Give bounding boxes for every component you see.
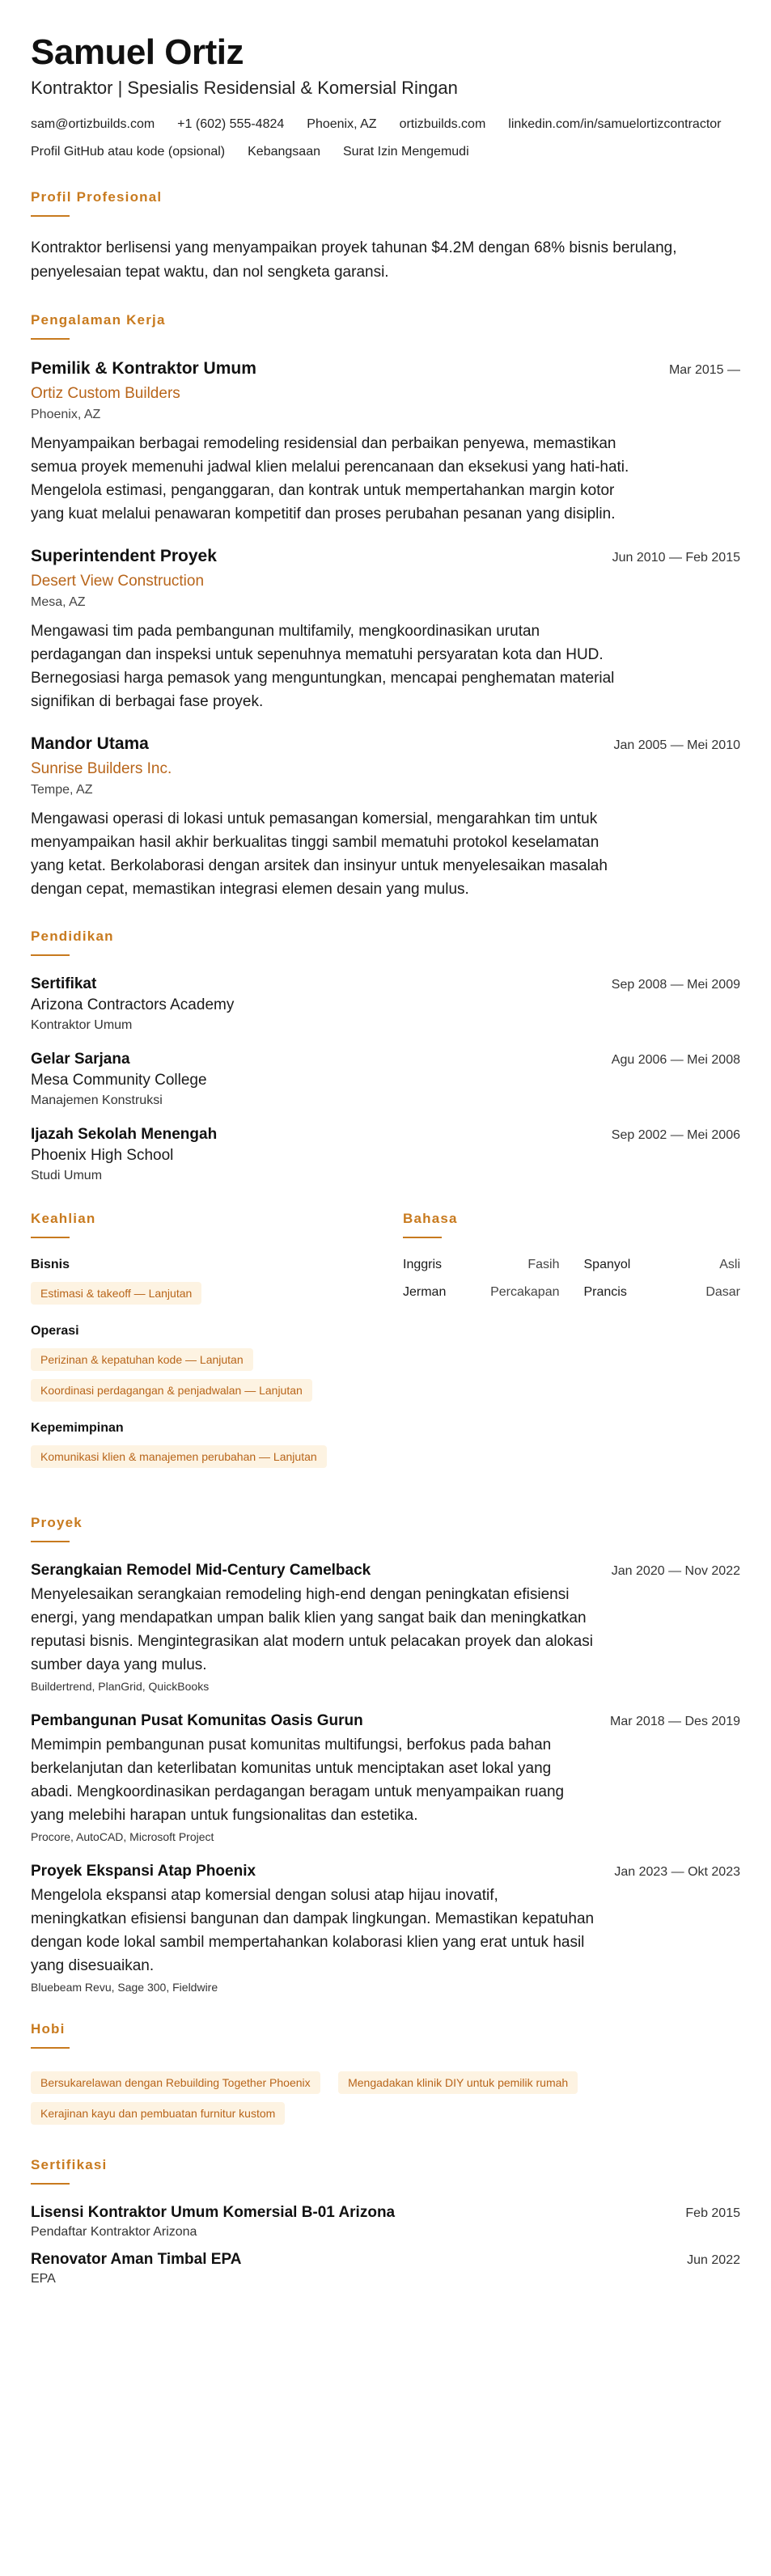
job-location: Phoenix, AZ xyxy=(31,408,101,421)
education-date: Sep 2008 — Mei 2009 xyxy=(611,978,740,992)
education-degree: Sertifikat xyxy=(31,975,97,992)
job-entry xyxy=(31,547,740,713)
section-divider xyxy=(31,215,70,217)
section-divider xyxy=(31,2183,70,2185)
section-title: Hobi xyxy=(31,2021,66,2037)
section-title: Pendidikan xyxy=(31,928,114,944)
skills-section xyxy=(31,1211,403,1487)
section-divider xyxy=(31,2047,70,2049)
section-divider xyxy=(31,954,70,956)
education-field: Studi Umum xyxy=(31,1169,103,1182)
language-level: Asli xyxy=(719,1258,740,1271)
contact-linkedin[interactable]: linkedin.com/in/samuelortizcontractor xyxy=(508,117,722,131)
language-item xyxy=(584,1258,741,1272)
job-title: Pemilik & Kontraktor Umum xyxy=(31,359,256,378)
project-date: Jan 2020 — Nov 2022 xyxy=(611,1564,740,1578)
section-title: Keahlian xyxy=(31,1211,96,1226)
project-description: Mengelola ekspansi atap komersial dengan solusi atap hijau inovatif, meningkatkan efisiensi bangunan dan dampak lingkungan. Memastikan kepatuhan dengan kode lokal sambil mempertahankan kolaborasi klien yang erat untuk hasil yang disesuaikan. xyxy=(31,1887,595,1974)
skill-tag: Koordinasi perdagangan & penjadwalan — Lanjutan xyxy=(31,1379,312,1402)
languages-section xyxy=(403,1211,740,1487)
contact-email[interactable]: sam@ortizbuilds.com xyxy=(31,117,155,131)
contact-phone[interactable]: +1 (602) 555-4824 xyxy=(177,117,285,131)
job-title: Superintendent Proyek xyxy=(31,547,217,565)
job-description: Menyampaikan berbagai remodeling residensial dan perbaikan penyewa, memastikan semua proyek memenuhi jadwal klien melalui perencanaan dan eksekusi yang hati-hati. Mengelola estimasi, penganggaran, dan kontrak untuk mempertahankan margin kotor yang kuat melalui penawaran kompetitif dan proses perubahan pesanan yang disiplin. xyxy=(31,435,629,522)
language-name: Prancis xyxy=(583,1285,627,1299)
section-title: Profil Profesional xyxy=(31,189,163,205)
certification-entry xyxy=(31,2204,740,2240)
candidate-name: Samuel Ortiz xyxy=(31,32,244,72)
job-title: Mandor Utama xyxy=(31,734,149,753)
certification-issuer: EPA xyxy=(31,2272,56,2286)
job-entry xyxy=(31,734,740,901)
section-title: Proyek xyxy=(31,1515,83,1530)
project-name: Serangkaian Remodel Mid-Century Camelback xyxy=(31,1562,371,1579)
language-item xyxy=(403,1258,560,1272)
project-tools: Bluebeam Revu, Sage 300, Fieldwire xyxy=(31,1981,218,1994)
job-date: Mar 2015 — xyxy=(668,363,740,377)
section-title: Bahasa xyxy=(403,1211,458,1226)
summary-text: Kontraktor berlisensi yang menyampaikan proyek tahunan $4.2M dengan 68% bisnis berulang, penyelesaian tepat waktu, dan nol sengketa garansi. xyxy=(31,239,677,281)
project-date: Mar 2018 — Des 2019 xyxy=(610,1715,740,1728)
skill-group xyxy=(31,1324,403,1406)
job-description: Mengawasi tim pada pembangunan multifamily, mengkoordinasikan urutan perdagangan dan inspeksi untuk sepenuhnya mematuhi persyaratan kota dan HUD. Bernegosiasi harga pemasok yang menguntungkan, mencapai penghematan material signifikan di berbagai fase proyek. xyxy=(31,623,615,710)
section-divider xyxy=(31,1237,70,1238)
language-list xyxy=(403,1258,740,1300)
job-location: Tempe, AZ xyxy=(31,783,93,797)
skill-group xyxy=(31,1421,403,1473)
project-entry xyxy=(31,1562,740,1693)
education-entry xyxy=(31,1051,740,1108)
hobby-tag: Mengadakan klinik DIY untuk pemilik rumah xyxy=(338,2071,578,2094)
skill-tag: Perizinan & kepatuhan kode — Lanjutan xyxy=(31,1348,253,1371)
education-school: Arizona Contractors Academy xyxy=(31,996,235,1013)
skill-category: Kepemimpinan xyxy=(31,1421,124,1435)
project-entry xyxy=(31,1712,740,1843)
hobby-tag: Kerajinan kayu dan pembuatan furnitur kustom xyxy=(31,2102,285,2125)
projects-section xyxy=(31,1515,740,1994)
language-name: Jerman xyxy=(403,1285,447,1299)
section-title: Sertifikasi xyxy=(31,2157,108,2172)
education-degree: Gelar Sarjana xyxy=(31,1051,130,1068)
education-field: Kontraktor Umum xyxy=(31,1018,133,1032)
project-entry xyxy=(31,1863,740,1994)
contact-info xyxy=(31,115,740,162)
skill-group xyxy=(31,1258,403,1309)
contact-location: Phoenix, AZ xyxy=(307,117,377,131)
candidate-tagline: Kontraktor | Spesialis Residensial & Komersial Ringan xyxy=(31,78,458,98)
education-entry xyxy=(31,1126,740,1183)
contact-driving-license: Surat Izin Mengemudi xyxy=(342,145,469,159)
contact-github[interactable]: Profil GitHub atau kode (opsional) xyxy=(31,145,226,159)
skill-category: Operasi xyxy=(31,1324,79,1338)
summary-section xyxy=(31,189,740,285)
job-company: Ortiz Custom Builders xyxy=(31,385,180,402)
language-level: Percakapan xyxy=(490,1285,560,1299)
project-description: Menyelesaikan serangkaian remodeling high-end dengan peningkatan efisiensi energi, yang mendapatkan umpan balik klien yang sangat baik dan meningkatkan reputasi bisnis. Mengintegrasikan alat modern untuk pelacakan proyek dan alokasi sumber daya yang mulus. xyxy=(31,1586,593,1673)
project-date: Jan 2023 — Okt 2023 xyxy=(614,1865,740,1879)
project-description: Memimpin pembangunan pusat komunitas multifungsi, berfokus pada bahan berkelanjutan dan keterlibatan komunitas untuk menciptakan aset lokal yang abadi. Mengkoordinasikan perdagangan beragam untuk menyampaikan ruang yang melebihi harapan untuk fungsionalitas dan estetika. xyxy=(31,1736,565,1824)
project-name: Proyek Ekspansi Atap Phoenix xyxy=(31,1863,256,1880)
education-date: Sep 2002 — Mei 2006 xyxy=(611,1128,740,1142)
language-level: Dasar xyxy=(705,1285,740,1299)
contact-nationality: Kebangsaan xyxy=(248,145,320,159)
job-location: Mesa, AZ xyxy=(31,595,86,609)
skill-category: Bisnis xyxy=(31,1258,70,1271)
project-tools: Buildertrend, PlanGrid, QuickBooks xyxy=(31,1680,210,1693)
education-section xyxy=(31,928,740,1183)
section-divider xyxy=(31,1541,70,1542)
resume-header xyxy=(31,32,740,162)
language-level: Fasih xyxy=(527,1258,560,1271)
certification-name: Renovator Aman Timbal EPA xyxy=(31,2251,242,2268)
certifications-section xyxy=(31,2157,740,2286)
section-divider xyxy=(31,338,70,340)
skill-tag: Estimasi & takeoff — Lanjutan xyxy=(31,1282,201,1305)
language-name: Inggris xyxy=(403,1258,443,1271)
language-item xyxy=(403,1285,560,1300)
section-title: Pengalaman Kerja xyxy=(31,312,166,328)
skill-tag: Komunikasi klien & manajemen perubahan — Lanjutan xyxy=(31,1445,327,1468)
certification-issuer: Pendaftar Kontraktor Arizona xyxy=(31,2225,197,2239)
skills-languages-row xyxy=(31,1211,740,1487)
hobbies-section xyxy=(31,2021,740,2130)
project-name: Pembangunan Pusat Komunitas Oasis Gurun xyxy=(31,1712,363,1729)
education-entry xyxy=(31,975,740,1033)
section-divider xyxy=(403,1237,442,1238)
certification-entry xyxy=(31,2251,740,2286)
job-date: Jan 2005 — Mei 2010 xyxy=(613,738,740,752)
job-company: Desert View Construction xyxy=(31,573,205,590)
education-degree: Ijazah Sekolah Menengah xyxy=(31,1126,218,1143)
language-item xyxy=(584,1285,741,1300)
education-field: Manajemen Konstruksi xyxy=(31,1093,163,1107)
language-name: Spanyol xyxy=(583,1258,631,1271)
education-school: Phoenix High School xyxy=(31,1147,174,1164)
project-tools: Procore, AutoCAD, Microsoft Project xyxy=(31,1830,214,1843)
job-entry xyxy=(31,359,740,526)
hobby-tag: Bersukarelawan dengan Rebuilding Together Phoenix xyxy=(31,2071,320,2094)
experience-section xyxy=(31,312,740,901)
education-school: Mesa Community College xyxy=(31,1072,207,1089)
job-date: Jun 2010 — Feb 2015 xyxy=(612,551,740,565)
contact-website[interactable]: ortizbuilds.com xyxy=(399,117,486,131)
certification-name: Lisensi Kontraktor Umum Komersial B-01 Arizona xyxy=(31,2204,396,2221)
education-date: Agu 2006 — Mei 2008 xyxy=(611,1053,740,1067)
certification-date: Jun 2022 xyxy=(687,2253,740,2267)
job-description: Mengawasi operasi di lokasi untuk pemasangan komersial, mengarahkan tim untuk menyampaikan hasil akhir berkualitas tinggi sambil mematuhi protokol keselamatan yang ketat. Berkolaborasi dengan arsitek dan insinyur untuk menyelesaikan masalah dengan cepat, memastikan integrasi elemen desain yang mulus. xyxy=(31,810,608,898)
job-company: Sunrise Builders Inc. xyxy=(31,760,172,777)
certification-date: Feb 2015 xyxy=(685,2206,740,2220)
